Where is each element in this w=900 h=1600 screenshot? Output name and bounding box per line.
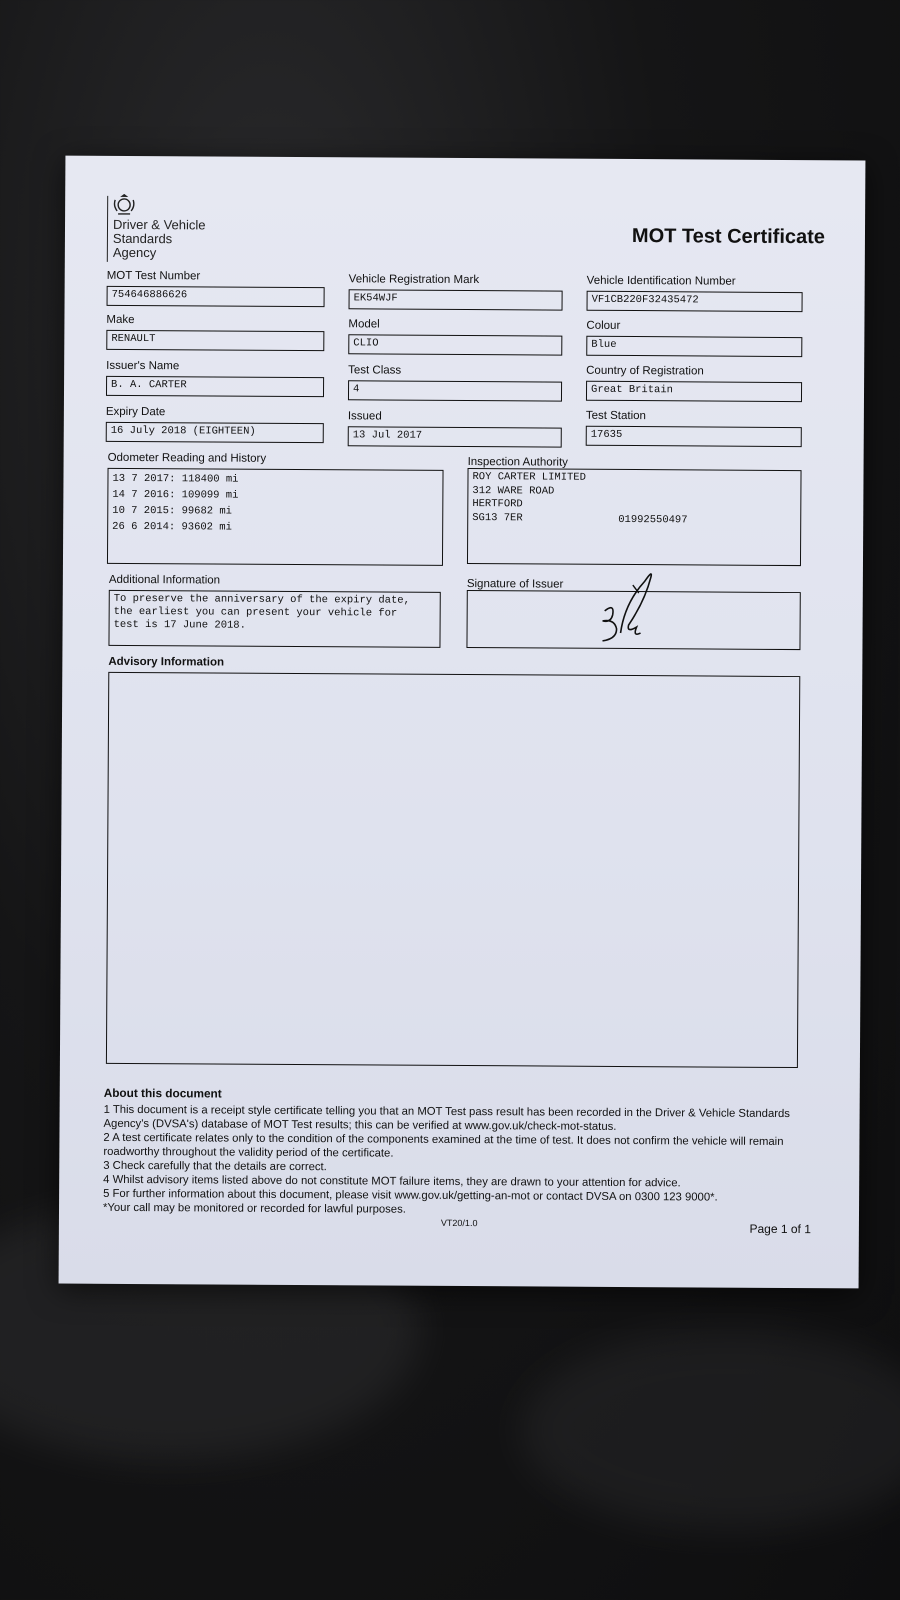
authority-line: 312 WARE ROAD — [472, 484, 555, 498]
page-number: Page 1 of 1 — [749, 1221, 811, 1237]
inspection-authority-label: Inspection Authority — [467, 456, 568, 469]
colour-label: Colour — [586, 319, 621, 332]
model-field: CLIO — [348, 334, 562, 355]
background-fold — [520, 1330, 900, 1530]
issued-label: Issued — [347, 410, 382, 423]
model-label: Model — [348, 318, 380, 331]
expiry-date-field: 16 July 2018 (EIGHTEEN) — [106, 422, 324, 443]
agency-line: Standards — [112, 230, 173, 247]
document-title: MOT Test Certificate — [631, 225, 826, 249]
test-class-field: 4 — [348, 380, 562, 401]
additional-info-label: Additional Information — [108, 573, 221, 587]
authority-line: SG13 7ER — [472, 511, 523, 524]
additional-info-line: test is 17 June 2018. — [113, 618, 246, 632]
about-item: 3 Check carefully that the details are correct. — [103, 1159, 327, 1174]
additional-info-line: To preserve the anniversary of the expiry date, — [113, 592, 410, 607]
test-class-label: Test Class — [348, 364, 402, 377]
signature-label: Signature of Issuer — [466, 578, 564, 591]
inspection-authority-box — [467, 468, 802, 566]
colour-field: Blue — [586, 336, 802, 357]
agency-line: Agency — [112, 244, 157, 261]
odometer-entry: 14 7 2016: 109099 mi — [112, 488, 239, 502]
odometer-entry: 10 7 2015: 99682 mi — [112, 504, 233, 518]
agency-line: Driver & Vehicle — [112, 216, 206, 233]
handwritten-signature — [592, 563, 673, 647]
about-item: 2 A test certificate relates only to the condition of the components examined at the time of test. It does not confirm the vehicle will remain roadworthy throughout the validity period of the certificate. — [103, 1131, 784, 1160]
expiry-date-label: Expiry Date — [105, 405, 166, 419]
mot-test-number-field: 754646886626 — [107, 286, 325, 307]
additional-info-line: the earliest you can present your vehicle for — [113, 605, 398, 620]
authority-phone: 01992550497 — [618, 513, 688, 527]
about-item: 4 Whilst advisory items listed above do not constitute MOT failure items, they are drawn to your attention for advice. — [103, 1173, 681, 1190]
issuer-name-field: B. A. CARTER — [106, 376, 324, 397]
country-field: Great Britain — [586, 381, 802, 402]
about-item: *Your call may be monitored or recorded for lawful purposes. — [102, 1201, 406, 1216]
issuer-name-label: Issuer's Name — [106, 359, 180, 373]
vrm-label: Vehicle Registration Mark — [348, 273, 480, 287]
agency-name — [113, 218, 206, 261]
form-code: VT20/1.0 — [440, 1217, 478, 1229]
test-station-field: 17635 — [586, 426, 802, 447]
mot-certificate-page — [59, 156, 866, 1289]
about-item: 5 For further information about this document, please visit www.gov.uk/getting-an-mot or contact DVSA on 0300 123 9000*. — [103, 1187, 718, 1204]
test-station-label: Test Station — [585, 409, 647, 423]
about-title: About this document — [103, 1085, 222, 1101]
about-item: 1 This document is a receipt style certificate telling you that an MOT Test pass result has been recorded in the Driver & Vehicle Standards Agency's (DVSA's) database of MOT Test results; this can be verified at www.gov.uk/check-mot-status. — [103, 1103, 790, 1133]
odometer-history-box — [107, 468, 444, 566]
mot-test-number-label: MOT Test Number — [106, 269, 201, 283]
authority-line: ROY CARTER LIMITED — [472, 471, 586, 484]
odometer-entry: 13 7 2017: 118400 mi — [112, 472, 239, 486]
agency-logo-rule — [107, 196, 108, 262]
make-label: Make — [106, 313, 135, 326]
vin-label: Vehicle Identification Number — [586, 274, 736, 288]
vin-field: VF1CB220F32435472 — [587, 291, 803, 312]
authority-line: HERTFORD — [472, 498, 523, 511]
royal-crest-icon — [111, 194, 137, 216]
make-field: RENAULT — [106, 330, 324, 351]
additional-info-box — [108, 590, 440, 648]
odometer-entry: 26 6 2014: 93602 mi — [112, 520, 232, 534]
advisory-box — [106, 672, 800, 1068]
about-section — [103, 1086, 824, 1219]
issued-field: 13 Jul 2017 — [348, 426, 562, 447]
advisory-label: Advisory Information — [108, 655, 225, 669]
odometer-label: Odometer Reading and History — [107, 451, 267, 465]
country-label: Country of Registration — [586, 364, 704, 378]
vrm-field: EK54WJF — [349, 289, 563, 310]
